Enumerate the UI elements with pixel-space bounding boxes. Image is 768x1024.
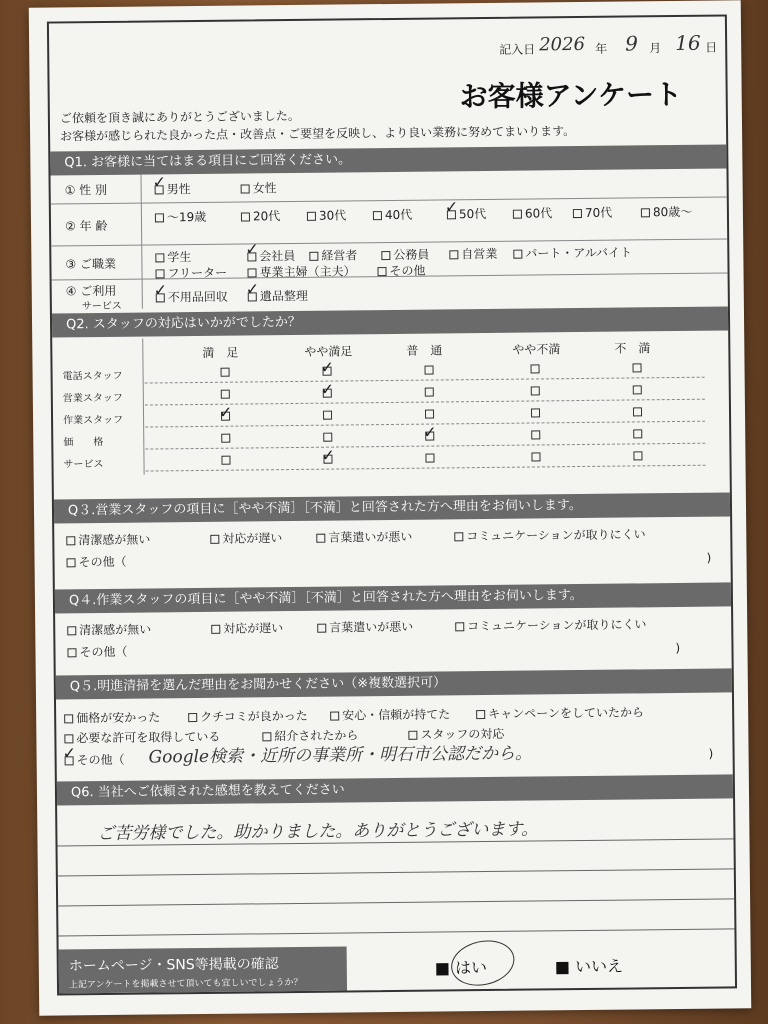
- age-70s[interactable]: 70代: [573, 204, 612, 221]
- q2-rating-checkbox[interactable]: [633, 407, 642, 416]
- checkbox-icon: [513, 210, 522, 219]
- q1-service-label2: サービス: [81, 300, 122, 313]
- check-mark-icon: ✓: [218, 402, 233, 422]
- checkbox-icon: [316, 534, 325, 543]
- q6-answer[interactable]: ご苦労様でした。助かりました。ありがとうございます。: [97, 819, 539, 845]
- survey-sheet: [29, 0, 752, 1015]
- job-civil-servant[interactable]: 公務員: [381, 246, 429, 264]
- age-50s[interactable]: 50代: [447, 205, 486, 222]
- checkbox-icon: [64, 714, 73, 723]
- paren-close: ): [706, 550, 712, 565]
- q2-column-header: 不 満: [614, 341, 651, 356]
- q2-row-label: 価 格: [63, 436, 104, 449]
- checkbox-icon: [67, 648, 76, 657]
- q5-option-referral[interactable]: 紹介されたから: [262, 726, 358, 744]
- check-mark-icon: ✓: [245, 279, 260, 299]
- survey-frame: [47, 14, 737, 995]
- consent-yes[interactable]: ■ はい: [434, 958, 488, 978]
- check-mark-icon: ✓: [423, 422, 437, 442]
- checkbox-icon: [155, 253, 164, 262]
- q1-gender-label: ① 性 別: [64, 182, 108, 198]
- q2-divider: [142, 339, 144, 475]
- q4-option-cleanliness[interactable]: 清潔感が無い: [67, 621, 151, 639]
- checkbox-icon: [317, 624, 326, 633]
- age-60s[interactable]: 60代: [513, 204, 552, 221]
- q2-rating-checkbox[interactable]: [531, 408, 540, 417]
- age-20s[interactable]: 20代: [241, 207, 280, 224]
- q6-header: Q6. 当社へご依頼された感想を教えてください: [57, 774, 733, 805]
- q2-column-header: 普 通: [406, 343, 443, 358]
- job-student[interactable]: 学生: [155, 248, 191, 265]
- age-30s[interactable]: 30代: [307, 206, 346, 223]
- service-estate-cleanup[interactable]: 遺品整理: [248, 287, 308, 305]
- q4-option-slow[interactable]: 対応が遅い: [211, 619, 283, 637]
- answer-line: [58, 898, 734, 906]
- checkbox-icon: [377, 267, 386, 276]
- checkbox-icon: [67, 558, 76, 567]
- q5-header: Q５.明進清掃を選んだ理由をお聞かせください（※複数選択可）: [56, 668, 732, 699]
- gender-male[interactable]: 男性: [155, 180, 191, 197]
- check-mark-icon: ✓: [321, 445, 335, 465]
- q3-header: Q３.営業スタッフの項目に［やや不満］［不満］と回答された方へ理由をお伺いします。: [54, 492, 730, 523]
- q2-rating-checkbox[interactable]: [323, 433, 332, 442]
- q2-rating-checkbox[interactable]: [425, 454, 434, 463]
- q2-column-header: やや不満: [512, 342, 561, 357]
- q1-job-label: ③ ご職業: [65, 256, 117, 272]
- date-day[interactable]: 16: [675, 30, 701, 55]
- q2-rating-checkbox[interactable]: [632, 363, 641, 372]
- q2-row-line: [145, 377, 705, 384]
- date-year[interactable]: 2026: [539, 33, 586, 56]
- circle-mark-icon: [447, 935, 519, 992]
- job-part-time[interactable]: パート・アルバイト: [513, 243, 632, 261]
- checkbox-icon: [307, 212, 316, 221]
- q2-header: Q2. スタッフの対応はいかがでしたか？: [52, 306, 728, 337]
- q5-option-permit[interactable]: 必要な許可を取得している: [64, 728, 220, 747]
- year-unit: 年: [595, 41, 608, 56]
- paren-close: ): [708, 746, 714, 761]
- footer-subtitle: 上記アンケートを掲載させて頂いても宜しいでしょうか？: [68, 977, 303, 991]
- date-label: 記入日: [499, 42, 536, 57]
- checkbox-icon: [155, 213, 164, 222]
- consent-no[interactable]: ■ いいえ: [554, 956, 624, 977]
- q4-option-other[interactable]: その他（: [67, 643, 127, 661]
- date-month[interactable]: 9: [625, 31, 639, 56]
- checkbox-icon: [188, 713, 197, 722]
- q2-rating-checkbox[interactable]: [633, 451, 642, 460]
- checkbox-icon: [449, 250, 458, 259]
- check-mark-icon: ✓: [152, 172, 167, 192]
- checkbox-icon: [476, 710, 485, 719]
- service-junk-removal[interactable]: 不用品回収: [156, 288, 228, 306]
- q2-rating-checkbox[interactable]: [221, 390, 230, 399]
- check-mark-icon: ✓: [153, 280, 168, 300]
- q5-other-answer[interactable]: Google検索・近所の事業所・明石市公認だから。: [148, 743, 533, 768]
- q2-row-line: [146, 465, 706, 472]
- q2-rating-checkbox[interactable]: [425, 366, 434, 375]
- intro-line-1: ご依頼を頂き誠にありがとうございました。: [59, 108, 300, 126]
- q5-option-staff[interactable]: スタッフの対応: [408, 725, 504, 743]
- q2-rating-checkbox[interactable]: [531, 364, 540, 373]
- checkbox-icon: [381, 251, 390, 260]
- q2-rating-checkbox[interactable]: [633, 385, 642, 394]
- checkbox-icon: [155, 269, 164, 278]
- checkbox-icon: [211, 625, 220, 634]
- footer-title: ホームページ・SNS等掲載の確認: [68, 956, 279, 975]
- q5-option-trust[interactable]: 安心・信頼が持てた: [330, 705, 450, 723]
- checkbox-icon: [455, 622, 464, 631]
- age-under19[interactable]: ～19歳: [155, 208, 206, 226]
- checkbox-icon: [309, 252, 318, 261]
- footer-confirm-box: [59, 946, 347, 993]
- q2-rating-checkbox[interactable]: [531, 386, 540, 395]
- checkbox-icon: [408, 731, 417, 740]
- checkbox-icon: [454, 532, 463, 541]
- checkbox-icon: [573, 209, 582, 218]
- q5-option-other[interactable]: その他（: [65, 751, 125, 769]
- q1-row-line: [51, 196, 727, 204]
- intro-line-2: お客様が感じられた良かった点・改善点・ご要望を反映し、より良い業務に努めてまいります。: [60, 124, 576, 144]
- answer-line: [58, 868, 734, 876]
- job-homemaker[interactable]: 専業主婦（主夫）: [247, 262, 355, 280]
- checkbox-icon[interactable]: [241, 184, 250, 193]
- q3-option-other[interactable]: その他（: [66, 553, 126, 571]
- paren-close: ): [675, 640, 681, 656]
- check-mark-icon: ✓: [320, 379, 335, 399]
- q2-rating-checkbox[interactable]: [531, 430, 540, 439]
- q5-option-reviews[interactable]: クチコミが良かった: [188, 707, 308, 725]
- q3-option-cleanliness[interactable]: 清潔感が無い: [66, 531, 150, 549]
- q2-rating-checkbox[interactable]: [531, 452, 540, 461]
- job-employee[interactable]: 会社員: [247, 247, 295, 265]
- job-freeter[interactable]: フリーター: [155, 264, 227, 282]
- q5-option-campaign[interactable]: キャンペーンをしていたから: [476, 703, 644, 722]
- checkbox-icon: [373, 211, 382, 220]
- q2-rating-checkbox[interactable]: [221, 368, 230, 377]
- month-unit: 月: [649, 41, 662, 56]
- q2-row-label: 営業スタッフ: [62, 392, 123, 405]
- q1-age-label: ② 年 齢: [64, 218, 108, 234]
- age-80plus[interactable]: 80歳～: [641, 203, 692, 221]
- q4-header: Q４.作業スタッフの項目に［やや不満］［不満］と回答された方へ理由をお伺いします。: [55, 582, 731, 613]
- checkbox-icon: [262, 732, 271, 741]
- checkbox-icon: [330, 712, 339, 721]
- q2-rating-checkbox[interactable]: [425, 410, 434, 419]
- q2-rating-checkbox[interactable]: [425, 388, 434, 397]
- q2-row-label: 作業スタッフ: [63, 414, 124, 427]
- checkbox-icon: [513, 250, 522, 259]
- gender-female[interactable]: 女性: [241, 179, 277, 196]
- checkbox-icon: [67, 626, 76, 635]
- check-mark-icon: ✓: [245, 239, 259, 259]
- check-mark-icon: ✓: [320, 357, 335, 377]
- q2-rating-checkbox[interactable]: [221, 434, 230, 443]
- check-mark-icon: ✓: [62, 743, 77, 763]
- check-mark-icon: ✓: [444, 197, 459, 217]
- q3-option-communication[interactable]: コミュニケーションが取りにくい: [454, 525, 645, 544]
- age-40s[interactable]: 40代: [373, 206, 412, 223]
- job-other[interactable]: その他: [377, 262, 425, 280]
- checkbox-icon: [641, 208, 650, 217]
- q2-rating-checkbox[interactable]: [221, 456, 230, 465]
- q4-option-language[interactable]: 言葉遣いが悪い: [317, 618, 413, 636]
- q2-rating-checkbox[interactable]: [323, 411, 332, 420]
- q3-option-slow[interactable]: 対応が遅い: [210, 529, 282, 547]
- q2-row-label: サービス: [63, 458, 104, 471]
- q3-option-language[interactable]: 言葉遣いが悪い: [316, 528, 412, 546]
- q2-column-header: やや満足: [304, 344, 353, 359]
- job-executive[interactable]: 経営者: [309, 246, 357, 264]
- q1-service-label: ④ ご利用: [65, 283, 117, 299]
- q2-rating-checkbox[interactable]: [633, 429, 642, 438]
- day-unit: 日: [705, 40, 718, 55]
- q4-option-communication[interactable]: コミュニケーションが取りにくい: [455, 615, 646, 634]
- filled-square-icon: ■: [554, 957, 571, 977]
- q5-option-price[interactable]: 価格が安かった: [64, 708, 160, 726]
- checkbox-icon: [247, 268, 256, 277]
- answer-line: [58, 928, 734, 936]
- checkbox-icon: [66, 536, 75, 545]
- page-title: お客様アンケート: [459, 77, 683, 114]
- checkbox-icon: [64, 734, 73, 743]
- q1-divider: [140, 175, 142, 309]
- q2-column-header: 満 足: [202, 345, 239, 360]
- checkbox-icon: [210, 535, 219, 544]
- filled-square-icon: ■: [434, 958, 451, 978]
- checkbox-icon: [241, 212, 250, 221]
- q2-row-label: 電話スタッフ: [62, 370, 123, 383]
- q1-header: Q1. お客様に当てはまる項目にご回答ください。: [50, 144, 726, 175]
- job-self-employed[interactable]: 自営業: [449, 245, 497, 263]
- q2-row-line: [145, 443, 705, 450]
